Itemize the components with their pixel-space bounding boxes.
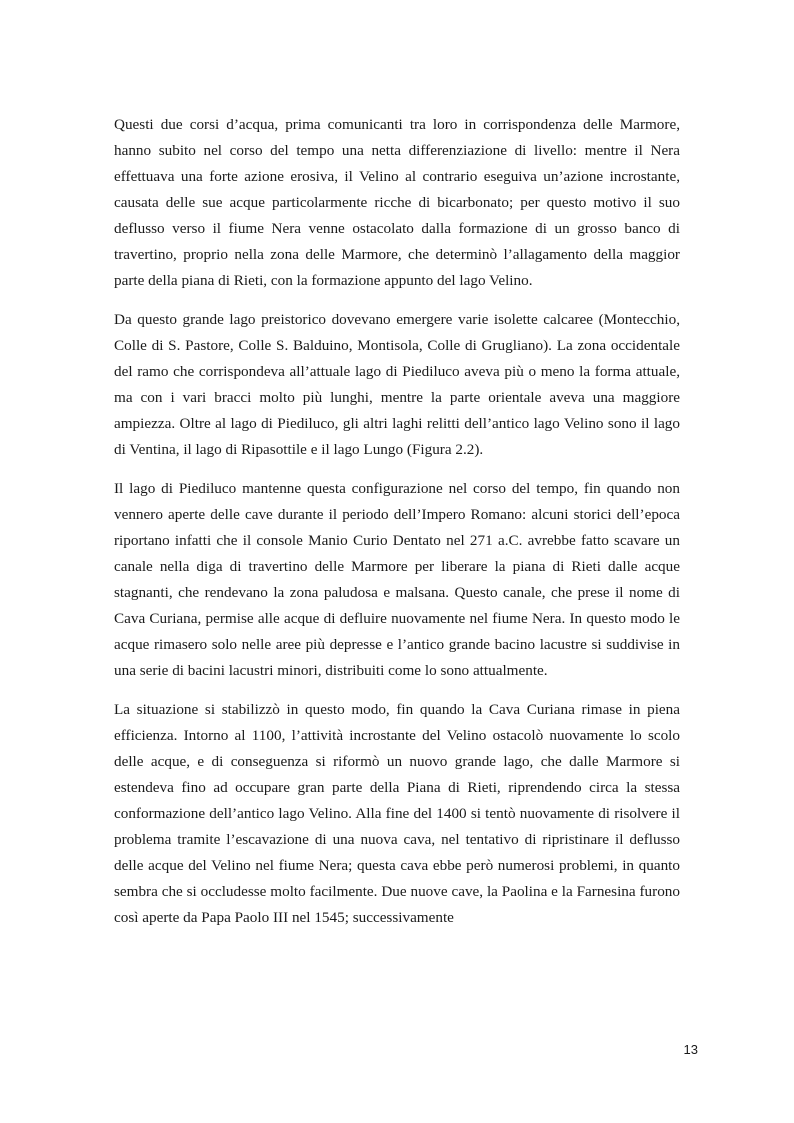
body-text — [114, 112, 680, 944]
paragraph-4: La situazione si stabilizzò in questo modo, fin quando la Cava Curiana rimase in piena efficienza. Intorno al 1100, l’attività incrostante del Velino ostacolò nuovamente lo scolo delle acque, e di conseguenza si riformò un nuovo grande lago, che dalle Marmore si estendeva fino ad occupare gran parte della Piana di Rieti, riprendendo circa la stessa conformazione dell’antico lago Velino. Alla fine del 1400 si tentò nuovamente di risolvere il problema tramite l’escavazione di una nuova cava, nel tentativo di ripristinare il deflusso delle acque del Velino nel fiume Nera; questa cava ebbe però numerosi problemi, in quanto sembra che si occludesse molto facilmente. Due nuove cave, la Paolina e la Farnesina furono così aperte da Papa Paolo III nel 1545; successivamente — [114, 701, 680, 926]
paragraph-2: Da questo grande lago preistorico dovevano emergere varie isolette calcaree (Montecchio, Colle di S. Pastore, Colle S. Balduino, Montisola, Colle di Grugliano). La zona occidentale del ramo che corrispondeva all’attuale lago di Piediluco aveva più o meno la forma attuale, ma con i vari bracci molto più lunghi, mentre la parte orientale aveva una maggiore ampiezza. Oltre al lago di Piediluco, gli altri laghi relitti dell’antico lago Velino sono il lago di Ventina, il lago di Ripasottile e il lago Lungo (Figura 2.2). — [114, 311, 680, 458]
paragraph-3: Il lago di Piediluco mantenne questa configurazione nel corso del tempo, fin quando non vennero aperte delle cave durante il periodo dell’Impero Romano: alcuni storici dell’epoca riportano infatti che il console Manio Curio Dentato nel 271 a.C. avrebbe fatto scavare un canale nella diga di travertino delle Marmore per liberare la piana di Rieti dalle acque stagnanti, che rendevano la zona paludosa e malsana. Questo canale, che prese il nome di Cava Curiana, permise alle acque di defluire nuovamente nel fiume Nera. In questo modo le acque rimasero solo nelle aree più depresse e l’antico grande bacino lacustre si suddivise in una serie di bacini lacustri minori, distribuiti come lo sono attualmente. — [114, 480, 680, 679]
page-number: 13 — [683, 1042, 698, 1057]
paragraph-1: Questi due corsi d’acqua, prima comunicanti tra loro in corrispondenza delle Marmore, hanno subito nel corso del tempo una netta differenziazione di livello: mentre il Nera effettuava una forte azione erosiva, il Velino al contrario eseguiva un’azione incrostante, causata delle sue acque particolarmente ricche di bicarbonato; per questo motivo il suo deflusso verso il fiume Nera venne ostacolato dalla formazione di un grosso banco di travertino, proprio nella zona delle Marmore, che determinò l’allagamento della maggior parte della piana di Rieti, con la formazione appunto del lago Velino. — [114, 116, 680, 289]
